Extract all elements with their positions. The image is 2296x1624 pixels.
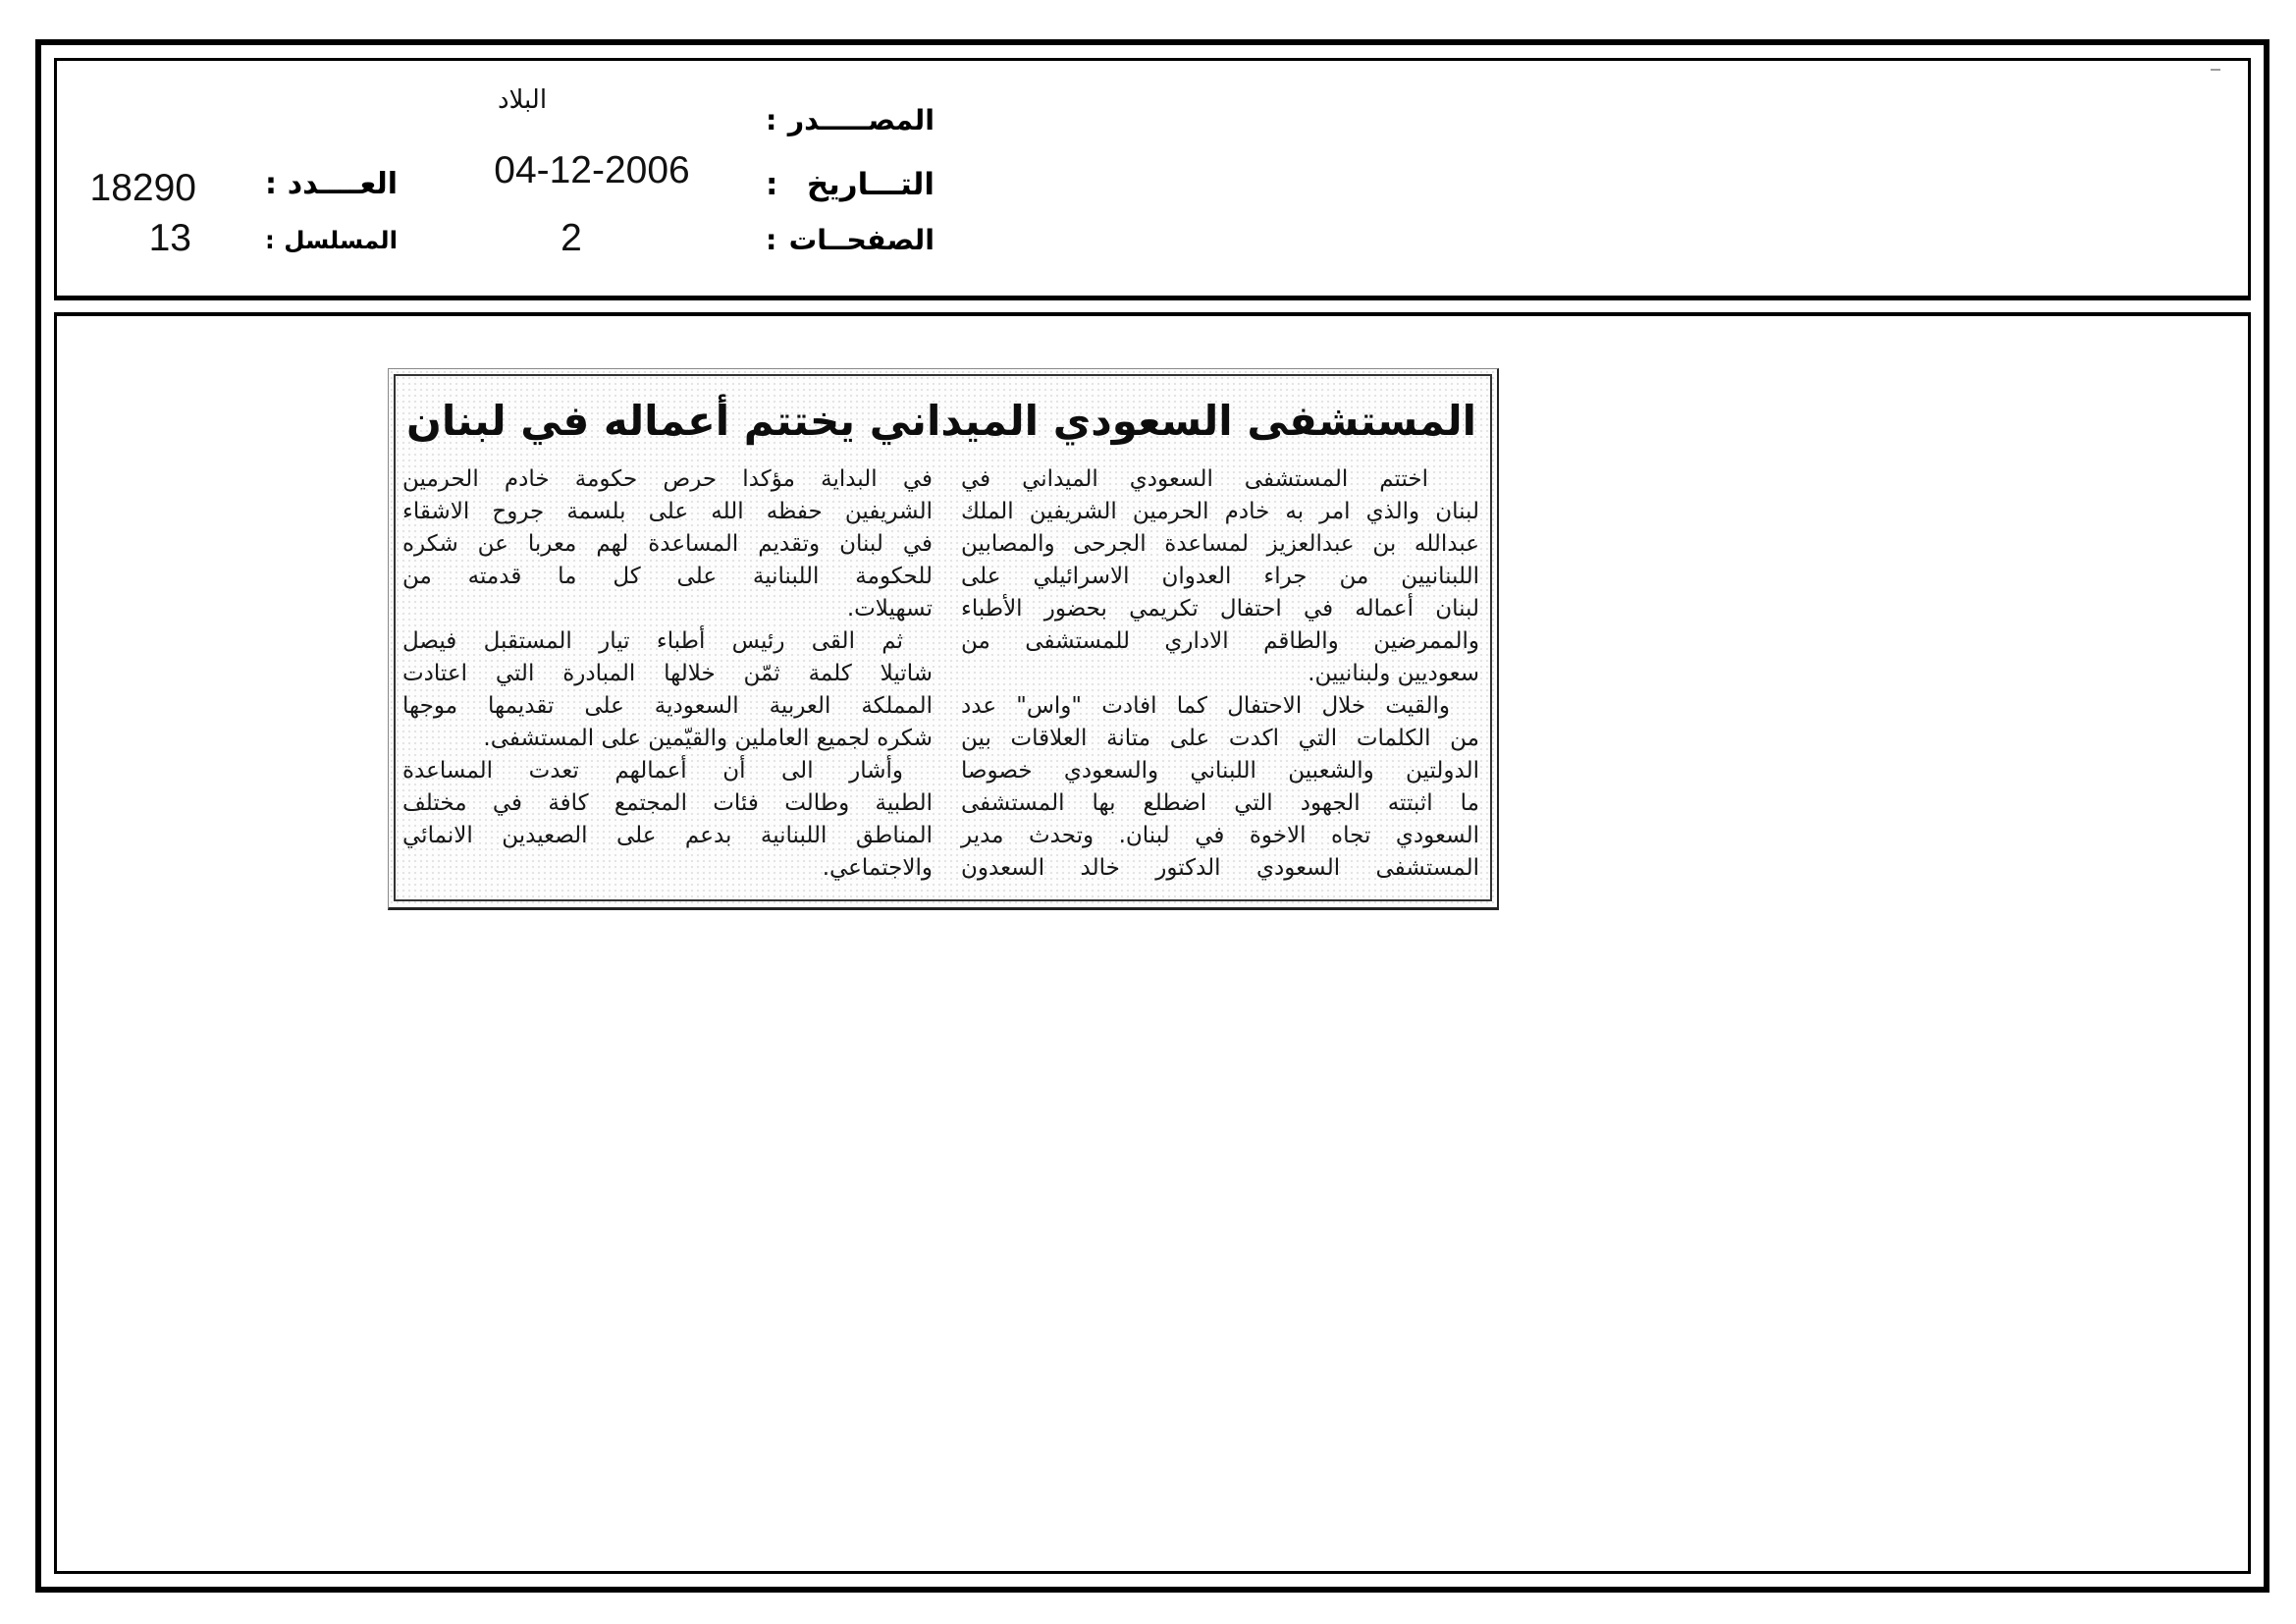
source-value: البلاد xyxy=(497,85,548,115)
date-label: التـــاريخ : xyxy=(766,167,934,202)
serial-label: المسلسل : xyxy=(265,226,398,254)
article-paragraph xyxy=(402,755,933,885)
article-line: وأشار الى أن أعمالهم تعدت المساعدة xyxy=(402,758,903,784)
article-headline: المستشفى السعودي الميداني يختتم أعماله في لبنان xyxy=(406,397,1476,445)
article-line: الطبية وطالت فئات المجتمع كافة في مختلف xyxy=(402,790,933,816)
article-line: والاجتماعي. xyxy=(822,855,933,881)
issue-value: 18290 xyxy=(89,167,196,209)
article-line: شاتيلا كلمة ثمّن خلالها المبادرة التي اعتادت xyxy=(402,661,933,686)
article-line: للحكومة اللبنانية على كل ما قدمته من xyxy=(402,564,933,589)
article-line: والقيت خلال الاحتفال كما افادت "واس" عدد xyxy=(961,693,1450,719)
article-line: تسهيلات. xyxy=(846,596,933,622)
article-line: ثم القى رئيس أطباء تيار المستقبل فيصل xyxy=(402,628,903,654)
pages-value: 2 xyxy=(561,217,582,259)
article-line: والممرضين والطاقم الاداري للمستشفى من xyxy=(961,628,1479,654)
article-column-right xyxy=(961,463,1479,885)
article-line: المستشفى السعودي الدكتور خالد السعدون xyxy=(961,855,1479,881)
article-line: ما اثبتته الجهود التي اضطلع بها المستشفى xyxy=(961,790,1479,816)
article-line: لبنان والذي امر به خادم الحرمين الشريفين الملك xyxy=(961,499,1479,524)
article-line: في لبنان وتقديم المساعدة لهم معربا عن شكره xyxy=(402,531,933,557)
serial-value: 13 xyxy=(148,217,191,259)
date-value: 04-12-2006 xyxy=(494,149,690,191)
article-line: في البداية مؤكدا حرص حكومة خادم الحرمين xyxy=(402,466,933,492)
newspaper-clipping xyxy=(388,368,1499,910)
article-paragraph xyxy=(961,463,1479,690)
article-paragraph xyxy=(402,463,933,625)
article-line: سعوديين ولبنانيين. xyxy=(1308,661,1479,686)
article-paragraph xyxy=(961,690,1479,885)
article-line: من الكلمات التي اكدت على متانة العلاقات بين xyxy=(961,726,1479,751)
article-line: المناطق اللبنانية بدعم على الصعيدين الانمائي xyxy=(402,823,933,848)
article-line: الشريفين حفظه الله على بلسمة جروح الاشقاء xyxy=(402,499,933,524)
article-line: اللبنانيين من جراء العدوان الاسرائيلي على xyxy=(961,564,1479,589)
article-column-left xyxy=(402,463,933,885)
article-line: المملكة العربية السعودية على تقديمها موجها xyxy=(402,693,933,719)
scan-mark xyxy=(2211,69,2220,71)
pages-label: الصفحــات : xyxy=(766,224,934,256)
article-line: السعودي تجاه الاخوة في لبنان. وتحدث مدير xyxy=(961,823,1479,848)
article-line: اختتم المستشفى السعودي الميداني في xyxy=(961,466,1428,492)
article-line: لبنان أعماله في احتفال تكريمي بحضور الأطباء xyxy=(961,596,1479,622)
article-line: الدولتين والشعبين اللبناني والسعودي خصوصا xyxy=(961,758,1479,784)
article-paragraph xyxy=(402,625,933,755)
source-label: المصـــــدر : xyxy=(766,104,934,136)
issue-label: العــــدد : xyxy=(265,167,398,201)
article-line: شكره لجميع العاملين والقيّمين على المستشفى. xyxy=(483,726,933,751)
article-line: عبدالله بن عبدالعزيز لمساعدة الجرحى والمصابين xyxy=(961,531,1479,557)
